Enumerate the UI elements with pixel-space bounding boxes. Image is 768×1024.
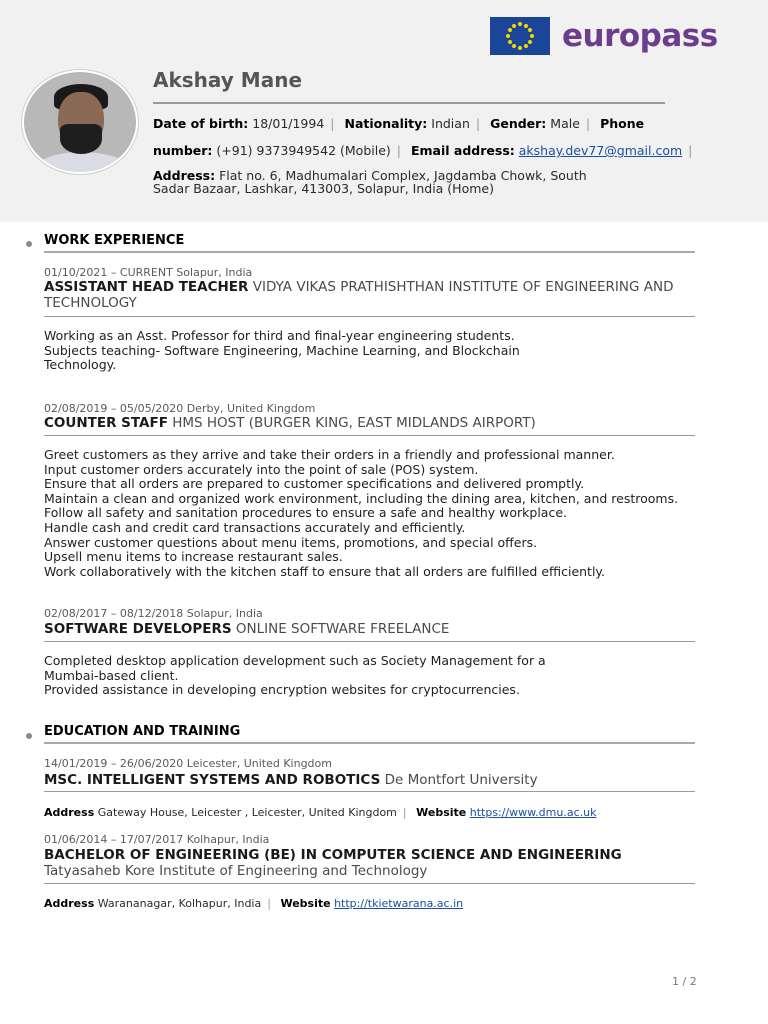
home-address (153, 169, 623, 195)
job-title (44, 415, 695, 431)
job-description-line: Upsell menu items to increase restaurant sales. (44, 549, 343, 565)
dob-value: 18/01/1994 (252, 116, 325, 131)
personal-info-line-2: number: (+91) 9373949542 (Mobile) | Email address: akshay.dev77@gmail.com | (153, 143, 693, 158)
entry-divider (44, 435, 695, 436)
phone-label-cont: number: (153, 143, 213, 158)
institution-address: Gateway House, Leicester , Leicester, United Kingdom (97, 806, 397, 819)
job-employer: HMS HOST (BURGER KING, EAST MIDLANDS AIRPORT) (172, 415, 536, 431)
address-value: Flat no. 6, Madhumalari Complex, Jagdamba Chowk, South Sadar Bazaar, Lashkar, 413003, Solapur, India (Home) (153, 168, 587, 196)
job-role: ASSISTANT HEAD TEACHER (44, 279, 249, 295)
address-label: Address (44, 806, 95, 819)
entry-divider (44, 316, 695, 317)
eu-flag-icon (490, 17, 550, 55)
job-description-line: Input customer orders accurately into the point of sale (POS) system. (44, 461, 479, 477)
job-description-line: Technology. (44, 357, 117, 373)
job-description-line: Provided assistance in developing encryption websites for cryptocurrencies. (44, 682, 520, 698)
eu-star (518, 46, 522, 50)
job-description-line: Work collaboratively with the kitchen staff to ensure that all orders are fulfilled efficiently. (44, 563, 606, 579)
website-label: Website (416, 806, 467, 819)
europass-logo: europass (562, 18, 718, 54)
job-description-line: Ensure that all orders are prepared to customer specifications and delivered promptly. (44, 476, 585, 492)
job-date: 01/10/2021 – CURRENT Solapur, India (44, 266, 253, 279)
eu-star (506, 34, 510, 38)
email-label: Email address: (410, 143, 515, 158)
eu-star (524, 24, 528, 28)
eu-star (524, 44, 528, 48)
section-bullet (26, 733, 32, 739)
gender-label: Gender: (490, 116, 547, 131)
institution-name: Tatyasaheb Kore Institute of Engineering and Technology (44, 863, 428, 879)
education-title (44, 772, 695, 788)
website-link[interactable]: http://tkietwarana.ac.in (334, 897, 464, 910)
job-employer: ONLINE SOFTWARE FREELANCE (235, 621, 450, 637)
work-experience-heading: WORK EXPERIENCE (44, 233, 185, 248)
education-date: 01/06/2014 – 17/07/2017 Kolhapur, India (44, 833, 270, 846)
education-meta: Address Warananagar, Kolhapur, India | Website http://tkietwarana.ac.in (44, 897, 464, 910)
website-link[interactable]: https://www.dmu.ac.uk (469, 806, 597, 819)
address-label: Address (44, 897, 95, 910)
job-title (44, 621, 695, 637)
email-link[interactable]: akshay.dev77@gmail.com (518, 143, 683, 158)
job-title (44, 279, 695, 311)
institution-name: De Montfort University (384, 772, 538, 788)
job-description-line: Follow all safety and sanitation procedures to ensure a safe and healthy workplace. (44, 505, 567, 521)
job-employer: VIDYA VIKAS PRATHISHTHAN INSTITUTE OF ENGINEERING AND TECHNOLOGY (44, 279, 674, 311)
eu-star (528, 28, 532, 32)
education-title (44, 847, 695, 879)
eu-star (530, 34, 534, 38)
job-description-line: Completed desktop application development such as Society Management for a (44, 653, 546, 668)
job-description (44, 329, 664, 373)
eu-star (508, 28, 512, 32)
entry-divider (44, 641, 695, 642)
job-description-line: Subjects teaching- Software Engineering, Machine Learning, and Blockchain (44, 342, 520, 358)
entry-divider (44, 883, 695, 884)
person-name: Akshay Mane (153, 68, 303, 92)
job-description-line: Greet customers as they arrive and take their orders in a friendly and professional manner. (44, 447, 615, 462)
job-date: 02/08/2017 – 08/12/2018 Solapur, India (44, 607, 263, 620)
page-number: 1 / 2 (672, 975, 697, 988)
job-description-line: Working as an Asst. Professor for third and final-year engineering students. (44, 328, 515, 343)
personal-info-line-1: Date of birth: 18/01/1994 | Nationality: Indian | Gender: Male | Phone (153, 116, 645, 131)
job-description-line: Maintain a clean and organized work environment, including the dining area, kitchen, and restrooms. (44, 490, 679, 506)
avatar (22, 70, 138, 174)
degree-name: BACHELOR OF ENGINEERING (BE) IN COMPUTER SCIENCE AND ENGINEERING (44, 847, 622, 863)
section-divider (44, 251, 695, 253)
job-description-line: Answer customer questions about menu items, promotions, and special offers. (44, 534, 538, 550)
institution-address: Warananagar, Kolhapur, India (97, 897, 262, 910)
eu-star (512, 24, 516, 28)
job-description (44, 447, 679, 579)
section-divider (44, 742, 695, 744)
address-label: Address: (153, 168, 216, 183)
website-label: Website (280, 897, 331, 910)
degree-name: MSC. INTELLIGENT SYSTEMS AND ROBOTICS (44, 772, 381, 788)
section-bullet (26, 241, 32, 247)
entry-divider (44, 791, 695, 792)
eu-star (508, 40, 512, 44)
job-description-line: Mumbai-based client. (44, 667, 179, 683)
education-heading: EDUCATION AND TRAINING (44, 724, 241, 739)
job-role: SOFTWARE DEVELOPERS (44, 621, 232, 637)
gender-value: Male (550, 116, 580, 131)
job-date: 02/08/2019 – 05/05/2020 Derby, United Kingdom (44, 402, 316, 415)
job-description-line: Handle cash and credit card transactions accurately and efficiently. (44, 519, 466, 535)
eu-star (512, 44, 516, 48)
dob-label: Date of birth: (153, 116, 249, 131)
job-role: COUNTER STAFF (44, 415, 168, 431)
phone-label: Phone (600, 116, 645, 131)
education-date: 14/01/2019 – 26/06/2020 Leicester, United Kingdom (44, 757, 332, 770)
name-divider (153, 102, 665, 104)
nationality-label: Nationality: (344, 116, 428, 131)
job-description (44, 654, 664, 698)
phone-value: (+91) 9373949542 (Mobile) (216, 143, 391, 158)
education-meta: Address Gateway House, Leicester , Leicester, United Kingdom | Website https://www.dmu.ac.uk (44, 806, 597, 819)
nationality-value: Indian (431, 116, 470, 131)
eu-star (528, 40, 532, 44)
eu-star (518, 22, 522, 26)
